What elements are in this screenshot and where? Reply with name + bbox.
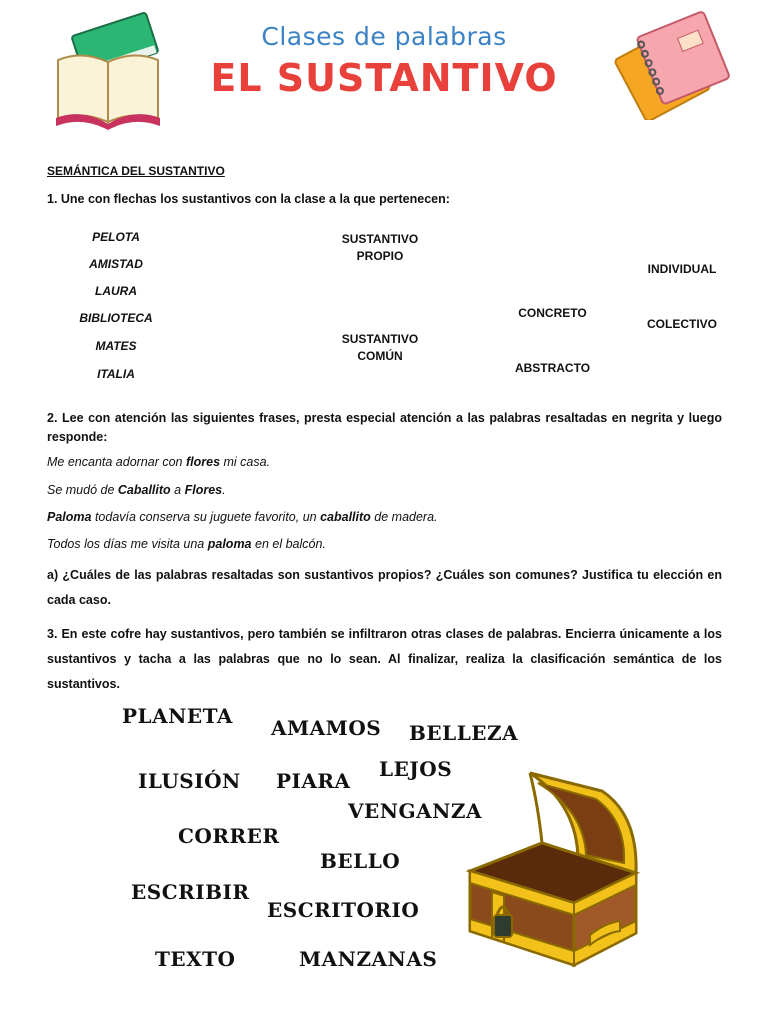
question-1-prompt: 1. Une con flechas los sustantivos con la clase a la que pertenecen: [47, 192, 450, 206]
word-piara: PIARA [276, 769, 351, 793]
word-escribir: ESCRIBIR [131, 880, 250, 904]
class-abstracto: ABSTRACTO [514, 361, 591, 375]
word-belleza: BELLEZA [409, 721, 519, 745]
treasure-chest-icon [462, 765, 647, 970]
class-sustantivo-comun: SUSTANTIVO COMÚN [341, 332, 419, 363]
word-venganza: VENGANZA [348, 799, 483, 823]
section-title: SEMÁNTICA DEL SUSTANTIVO [47, 164, 225, 178]
word-amamos: AMAMOS [271, 716, 382, 740]
page-title: EL SUSTANTIVO [210, 56, 558, 100]
word-bello: BELLO [320, 849, 401, 873]
subtitle: Clases de palabras [261, 22, 507, 51]
word-escritorio: ESCRITORIO [267, 898, 420, 922]
word-planeta: PLANETA [122, 704, 233, 728]
word-ilusion: ILUSIÓN [138, 769, 241, 793]
noun-mates: MATES [95, 339, 137, 353]
question-2a: a) ¿Cuáles de las palabras resaltadas son sustantivos propios? ¿Cuáles son comunes? Justifica tu elección en cada caso. [47, 568, 722, 607]
noun-biblioteca: BIBLIOTECA [79, 311, 153, 325]
question-3-prompt: 3. En este cofre hay sustantivos, pero también se infiltraron otras clases de palabras. Encierra únicamente a los sustantivos y tacha a las palabras que no lo sean. Al finalizar, realiza la clasificación semántica de los sustantivos. [47, 627, 722, 691]
noun-amistad: AMISTAD [89, 257, 143, 271]
sentence-1: Me encanta adornar con flores mi casa. [47, 455, 271, 469]
class-sustantivo-propio: SUSTANTIVO PROPIO [341, 232, 419, 263]
word-lejos: LEJOS [379, 757, 453, 781]
sentence-2: Se mudó de Caballito a Flores. [47, 483, 226, 497]
noun-italia: ITALIA [97, 367, 135, 381]
class-colectivo: COLECTIVO [646, 317, 717, 331]
question-2-prompt: 2. Lee con atención las siguientes frases, presta especial atención a las palabras resaltadas en negrita y luego responde: [47, 411, 722, 444]
word-manzanas: MANZANAS [299, 947, 438, 971]
noun-pelota: PELOTA [92, 230, 140, 244]
word-texto: TEXTO [155, 947, 236, 971]
noun-laura: LAURA [95, 284, 137, 298]
class-concreto: CONCRETO [518, 306, 587, 320]
sentence-4: Todos los días me visita una paloma en el balcón. [47, 537, 326, 551]
sentence-3: Paloma todavía conserva su juguete favorito, un caballito de madera. [47, 510, 438, 524]
class-individual: INDIVIDUAL [647, 262, 717, 276]
word-correr: CORRER [178, 824, 280, 848]
